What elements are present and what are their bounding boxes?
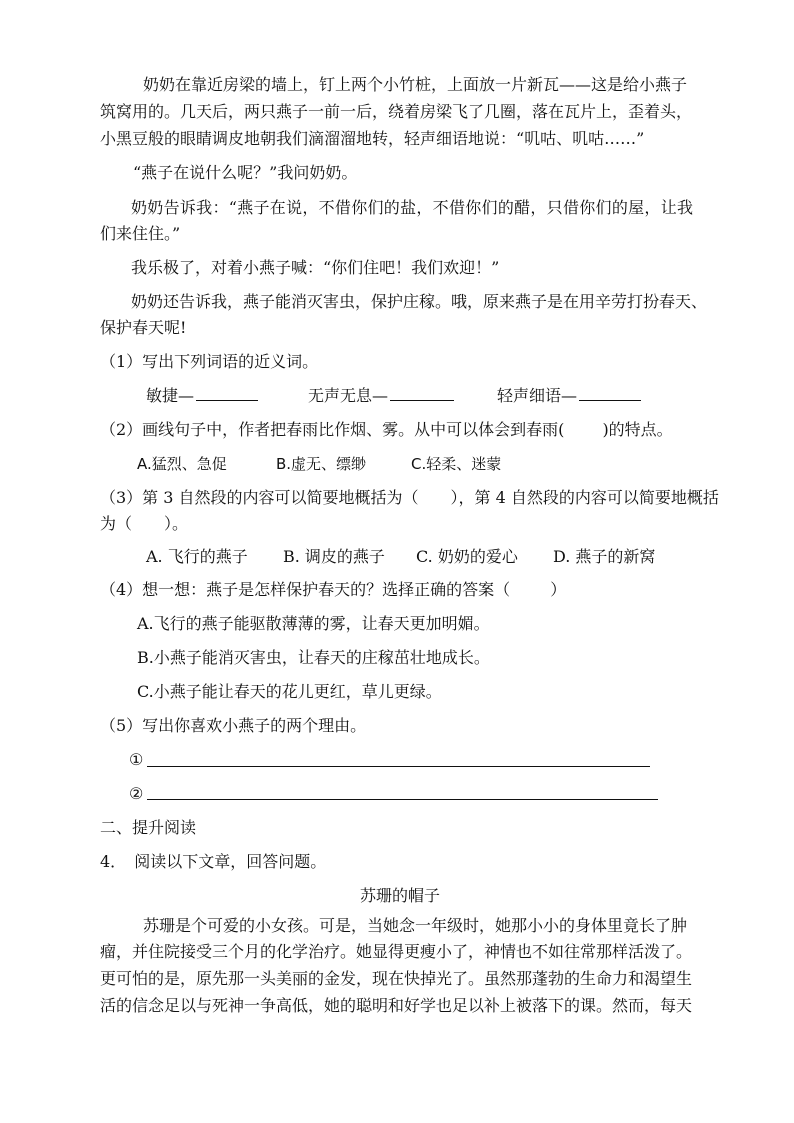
section-heading: 二、提升阅读: [100, 818, 197, 837]
question-5-prompt: （5）写出你喜欢小燕子的两个理由。: [100, 716, 367, 735]
synonym-item-3: [497, 384, 641, 408]
answer-line-2[interactable]: [147, 799, 658, 800]
answer-blank[interactable]: [196, 384, 258, 401]
passage-line: 筑窝用的。几天后，两只燕子一前一后，绕着房梁飞了几圈，落在瓦片上，歪着头，: [100, 102, 693, 121]
question-4-prompt: [100, 578, 700, 602]
question-number: 4．: [100, 852, 127, 871]
answer-marker-1: ①: [129, 750, 144, 769]
question-3-text: ）。: [164, 514, 189, 533]
article-line: 苏珊是个可爱的小女孩。可是，当她念一年级时，她那小小的身体里竟长了肿: [143, 916, 688, 935]
passage-line: 保护春天呢!: [100, 318, 187, 337]
article-line: 瘤，并住院接受三个月的化学治疗。她显得更瘦小了，神情也不如往常那样活泼了。: [100, 942, 693, 961]
option-c[interactable]: C.轻柔、迷蒙: [411, 455, 502, 473]
option-a[interactable]: A.飞行的燕子能驱散薄薄的雾，让春天更加明媚。: [137, 614, 490, 633]
question-3-prompt-line2: [100, 512, 700, 536]
option-b[interactable]: B.虚无、缥缈: [276, 455, 367, 473]
question-text: 阅读以下文章，回答问题。: [134, 852, 327, 871]
question-4-instruction: [100, 850, 700, 874]
synonym-item-2: [308, 384, 454, 408]
option-b[interactable]: B. 调皮的燕子: [283, 547, 385, 566]
article-title: 苏珊的帽子: [359, 886, 440, 905]
option-a[interactable]: A. 飞行的燕子: [146, 547, 248, 566]
passage-line: 奶奶在靠近房梁的墙上，钉上两个小竹桩，上面放一片新瓦——这是给小燕子: [143, 75, 688, 94]
option-b[interactable]: B.小燕子能消灭害虫，让春天的庄稼茁壮地成长。: [137, 648, 490, 667]
option-d[interactable]: D. 燕子的新窝: [553, 547, 656, 566]
answer-marker-2: ②: [129, 784, 144, 803]
question-1-prompt: （1）写出下列词语的近义词。: [100, 352, 319, 371]
synonym-item-1: [146, 384, 258, 408]
passage-line: 奶奶还告诉我，燕子能消灭害虫，保护庄稼。哦，原来燕子是在用辛劳打扮春天、: [131, 292, 708, 311]
synonym-word: 无声无息—: [308, 386, 389, 405]
passage-line: 们来住住。”: [100, 224, 181, 243]
question-3-prompt-line1: [100, 486, 719, 510]
answer-blank[interactable]: [390, 384, 454, 401]
question-2-text: （2）画线句子中，作者把春雨比作烟、雾。从中可以体会到春雨(: [100, 420, 565, 439]
answer-blank[interactable]: [579, 384, 641, 401]
question-3-text: （3）第 3 自然段的内容可以简要地概括为（: [100, 488, 419, 507]
option-c[interactable]: C. 奶奶的爱心: [416, 547, 518, 566]
question-4-text: （4）想一想：燕子是怎样保护春天的？选择正确的答案（: [100, 580, 511, 599]
passage-line: 我乐极了，对着小燕子喊：“你们住吧！我们欢迎！”: [131, 258, 500, 277]
question-2-text-end: )的特点。: [602, 420, 673, 439]
passage-line: “燕子在说什么呢？”我问奶奶。: [133, 163, 358, 182]
passage-line: 奶奶告诉我：“燕子在说，不借你们的盐，不借你们的醋，只借你们的屋，让我: [131, 198, 693, 217]
article-line: 活的信念足以与死神一争高低，她的聪明和好学也足以补上被落下的课。然而，每天: [100, 996, 693, 1015]
synonym-word: 轻声细语—: [497, 386, 578, 405]
question-3-text: ），第 4 自然段的内容可以简要地概括: [450, 488, 719, 507]
passage-line: 小黑豆般的眼睛调皮地朝我们滴溜溜地转，轻声细语地说：“叽咕、叽咕……”: [100, 129, 645, 148]
article-line: 更可怕的是，原先那一头美丽的金发，现在快掉光了。虽然那蓬勃的生命力和渴望生: [100, 969, 693, 988]
question-3-text: 为（: [100, 514, 133, 533]
option-a[interactable]: A.猛烈、急促: [137, 455, 227, 473]
synonym-word: 敏捷—: [146, 386, 195, 405]
answer-line-1[interactable]: [147, 766, 650, 767]
option-c[interactable]: C.小燕子能让春天的花儿更红，草儿更绿。: [137, 682, 442, 701]
question-4-text-end: ）: [550, 580, 567, 599]
question-2-prompt: [100, 418, 700, 442]
